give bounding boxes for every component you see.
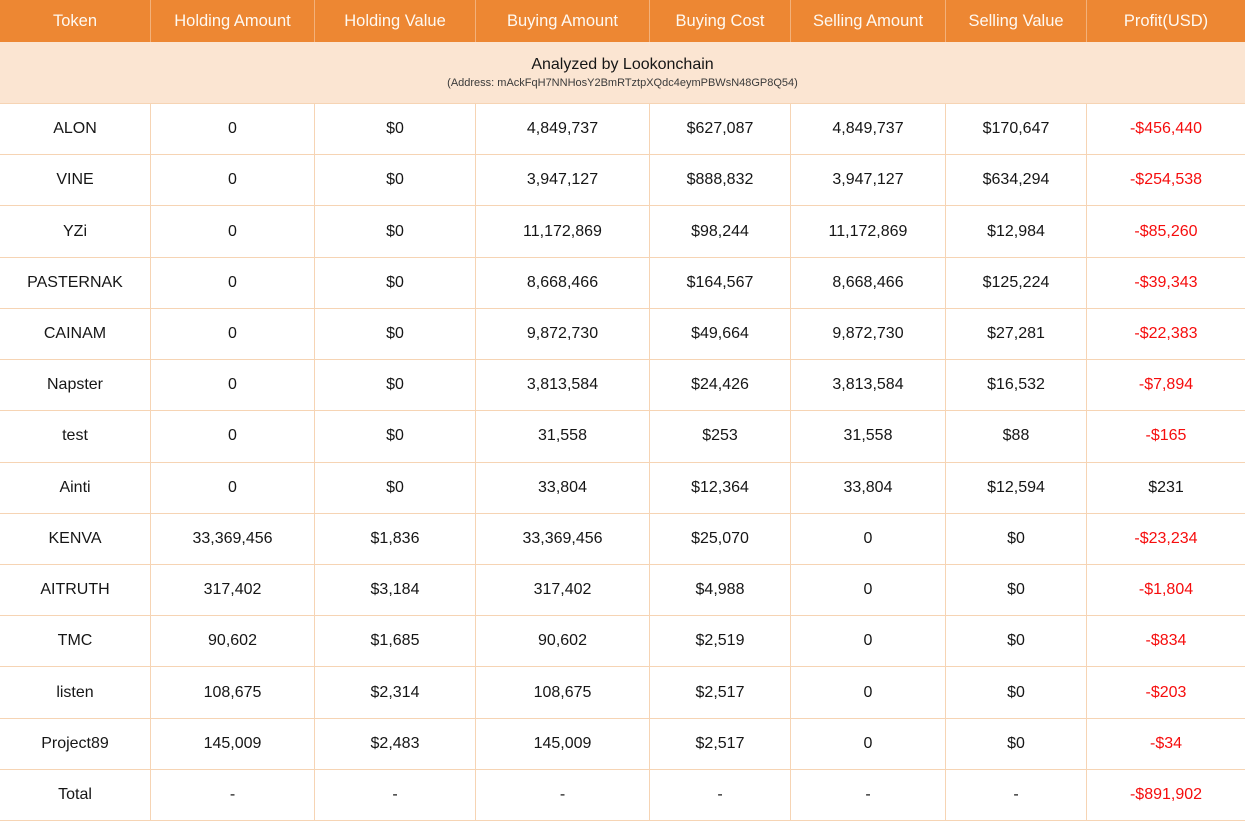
- table-row: [0, 257, 1245, 308]
- token-cell: PASTERNAK: [0, 258, 151, 308]
- profit-cell: $231: [1148, 478, 1184, 496]
- column-header-holding-amount: Holding Amount: [151, 0, 315, 42]
- profit-cell: -$85,260: [1134, 222, 1198, 240]
- value-cell: 108,675: [151, 667, 315, 717]
- value-cell: $125,224: [946, 258, 1087, 308]
- value-cell: $27,281: [946, 309, 1087, 359]
- table-row: [0, 154, 1245, 205]
- value-cell: $25,070: [650, 514, 791, 564]
- table-row: [0, 513, 1245, 564]
- value-cell: 3,813,584: [791, 360, 946, 410]
- value-cell: 0: [151, 309, 315, 359]
- value-cell: $0: [315, 104, 476, 154]
- value-cell: 0: [791, 667, 946, 717]
- analysis-source-title: Analyzed by Lookonchain: [531, 56, 714, 73]
- value-cell: 0: [151, 258, 315, 308]
- column-header-buying-amount: Buying Amount: [476, 0, 650, 42]
- value-cell: 0: [791, 514, 946, 564]
- value-cell: $1,685: [315, 616, 476, 666]
- value-cell: $253: [650, 411, 791, 461]
- profit-cell: -$7,894: [1138, 376, 1194, 394]
- token-cell: CAINAM: [0, 309, 151, 359]
- value-cell: 108,675: [476, 667, 650, 717]
- value-cell: -: [315, 770, 476, 820]
- value-cell: $2,314: [315, 667, 476, 717]
- profit-cell: -$23,234: [1134, 529, 1198, 547]
- value-cell: 90,602: [151, 616, 315, 666]
- column-header-selling-value: Selling Value: [946, 0, 1087, 42]
- value-cell: $0: [315, 206, 476, 256]
- value-cell: $0: [315, 463, 476, 513]
- value-cell: 90,602: [476, 616, 650, 666]
- value-cell: $12,594: [946, 463, 1087, 513]
- value-cell: $24,426: [650, 360, 791, 410]
- value-cell: $0: [946, 719, 1087, 769]
- profit-cell: -$203: [1145, 683, 1187, 701]
- value-cell: $0: [946, 616, 1087, 666]
- value-cell: 4,849,737: [791, 104, 946, 154]
- value-cell: $0: [315, 411, 476, 461]
- value-cell: 11,172,869: [476, 206, 650, 256]
- value-cell: 33,369,456: [151, 514, 315, 564]
- token-cell: listen: [0, 667, 151, 717]
- value-cell: 33,804: [791, 463, 946, 513]
- token-cell: KENVA: [0, 514, 151, 564]
- profit-cell: -$22,383: [1134, 324, 1198, 342]
- value-cell: 33,369,456: [476, 514, 650, 564]
- value-cell: $12,364: [650, 463, 791, 513]
- value-cell: $634,294: [946, 155, 1087, 205]
- value-cell: 0: [151, 104, 315, 154]
- value-cell: -: [650, 770, 791, 820]
- table-row: [0, 410, 1245, 461]
- subtitle-band: [0, 42, 1245, 103]
- token-cell: VINE: [0, 155, 151, 205]
- value-cell: 0: [791, 719, 946, 769]
- value-cell: -: [151, 770, 315, 820]
- value-cell: $2,483: [315, 719, 476, 769]
- table-row: [0, 103, 1245, 154]
- table-row: [0, 718, 1245, 769]
- value-cell: 11,172,869: [791, 206, 946, 256]
- value-cell: 0: [151, 411, 315, 461]
- value-cell: $2,519: [650, 616, 791, 666]
- value-cell: $2,517: [650, 719, 791, 769]
- value-cell: $888,832: [650, 155, 791, 205]
- value-cell: 31,558: [476, 411, 650, 461]
- value-cell: $88: [946, 411, 1087, 461]
- value-cell: $0: [315, 360, 476, 410]
- value-cell: $98,244: [650, 206, 791, 256]
- value-cell: 145,009: [151, 719, 315, 769]
- total-row: [0, 769, 1245, 820]
- value-cell: 0: [151, 206, 315, 256]
- profit-cell: -$456,440: [1129, 120, 1203, 138]
- column-header-buying-cost: Buying Cost: [650, 0, 791, 42]
- value-cell: $627,087: [650, 104, 791, 154]
- value-cell: $0: [946, 514, 1087, 564]
- column-header-selling-amount: Selling Amount: [791, 0, 946, 42]
- table-row: [0, 564, 1245, 615]
- table-row: [0, 205, 1245, 256]
- profit-cell: -$165: [1145, 427, 1187, 445]
- value-cell: 8,668,466: [476, 258, 650, 308]
- value-cell: $12,984: [946, 206, 1087, 256]
- value-cell: $164,567: [650, 258, 791, 308]
- profit-cell: -$891,902: [1129, 785, 1203, 803]
- value-cell: 0: [151, 463, 315, 513]
- profit-cell: -$254,538: [1129, 171, 1203, 189]
- token-cell: YZi: [0, 206, 151, 256]
- value-cell: $4,988: [650, 565, 791, 615]
- profit-cell: -$1,804: [1138, 581, 1194, 599]
- table-header-row: [0, 0, 1245, 42]
- value-cell: 31,558: [791, 411, 946, 461]
- token-cell: test: [0, 411, 151, 461]
- value-cell: $0: [315, 155, 476, 205]
- table-row: [0, 308, 1245, 359]
- value-cell: $0: [946, 667, 1087, 717]
- value-cell: 33,804: [476, 463, 650, 513]
- token-cell: Ainti: [0, 463, 151, 513]
- value-cell: 0: [151, 155, 315, 205]
- column-header-token: Token: [0, 0, 151, 42]
- column-header-profit-usd: Profit(USD): [1123, 11, 1209, 30]
- value-cell: 0: [791, 616, 946, 666]
- table-row: [0, 666, 1245, 717]
- table-row: [0, 462, 1245, 513]
- value-cell: 317,402: [476, 565, 650, 615]
- value-cell: $0: [315, 258, 476, 308]
- value-cell: $16,532: [946, 360, 1087, 410]
- value-cell: 3,947,127: [791, 155, 946, 205]
- profit-cell: -$39,343: [1134, 273, 1198, 291]
- value-cell: 0: [791, 565, 946, 615]
- value-cell: -: [946, 770, 1087, 820]
- token-cell: Total: [0, 770, 151, 820]
- token-cell: ALON: [0, 104, 151, 154]
- value-cell: 3,947,127: [476, 155, 650, 205]
- value-cell: $170,647: [946, 104, 1087, 154]
- value-cell: 317,402: [151, 565, 315, 615]
- value-cell: 3,813,584: [476, 360, 650, 410]
- token-cell: TMC: [0, 616, 151, 666]
- value-cell: $3,184: [315, 565, 476, 615]
- profit-cell: -$834: [1145, 632, 1187, 650]
- value-cell: 9,872,730: [791, 309, 946, 359]
- value-cell: $0: [315, 309, 476, 359]
- table-row: [0, 615, 1245, 666]
- value-cell: $2,517: [650, 667, 791, 717]
- table-body: [0, 103, 1245, 821]
- value-cell: $49,664: [650, 309, 791, 359]
- value-cell: -: [791, 770, 946, 820]
- wallet-address: (Address: mAckFqH7NNHosY2BmRTztpXQdc4eymPBWsN48GP8Q54): [447, 77, 798, 89]
- column-header-holding-value: Holding Value: [315, 0, 476, 42]
- table-row: [0, 359, 1245, 410]
- token-cell: AITRUTH: [0, 565, 151, 615]
- token-cell: Napster: [0, 360, 151, 410]
- value-cell: 0: [151, 360, 315, 410]
- value-cell: $0: [946, 565, 1087, 615]
- value-cell: $1,836: [315, 514, 476, 564]
- value-cell: 145,009: [476, 719, 650, 769]
- value-cell: 9,872,730: [476, 309, 650, 359]
- profit-cell: -$34: [1149, 734, 1183, 752]
- value-cell: 4,849,737: [476, 104, 650, 154]
- token-cell: Project89: [0, 719, 151, 769]
- value-cell: 8,668,466: [791, 258, 946, 308]
- value-cell: -: [476, 770, 650, 820]
